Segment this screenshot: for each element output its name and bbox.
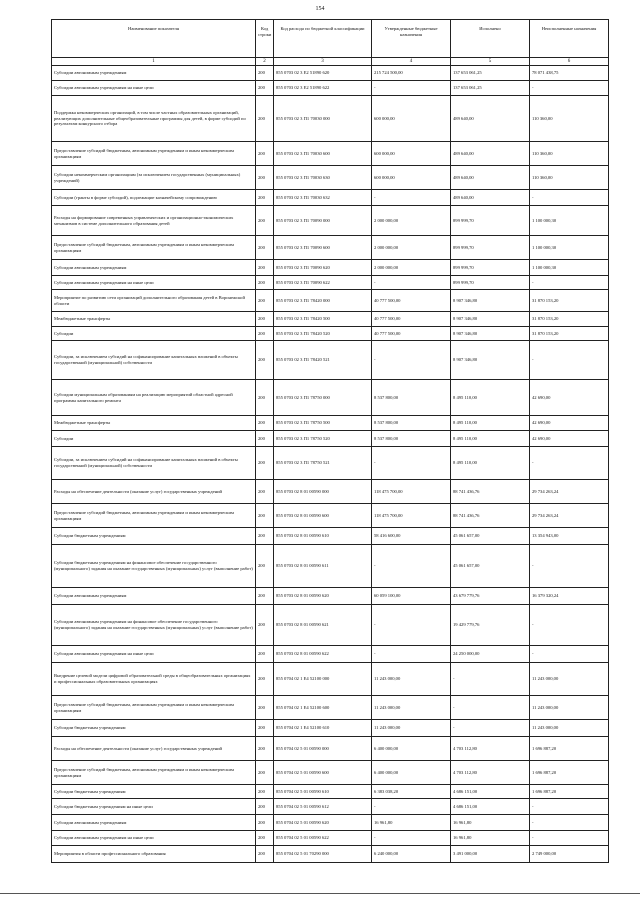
row-code: 200 — [256, 846, 274, 863]
table-row — [52, 276, 609, 290]
row-unexecuted-amount: 29 734 263,24 — [530, 504, 609, 528]
row-classification-code: 855 0704 02 1 E4 52100 600 — [274, 696, 372, 720]
row-unexecuted-amount: 11 243 000,00 — [530, 663, 609, 696]
row-name: Внедрение целевой модели цифровой образовательной среды в общеобразовательных организациях и профессиональных образовательных организациях — [52, 663, 256, 696]
row-name: Субсидии, за исключением субсидий на софинансирование капитальных вложений в объекты государственной (муниципальной) собственности — [52, 341, 256, 380]
row-approved-amount: - — [372, 831, 451, 846]
table-row — [52, 260, 609, 276]
table-row — [52, 504, 609, 528]
row-name: Предоставление субсидий бюджетным, автономным учреждениям и иным некоммерческим организациям — [52, 696, 256, 720]
row-unexecuted-amount: 2 749 000,00 — [530, 846, 609, 863]
table-row — [52, 737, 609, 761]
row-approved-amount: - — [372, 276, 451, 290]
row-executed-amount: 8 495 110,00 — [451, 431, 530, 447]
row-classification-code: 855 0703 02 3 П1 70090 622 — [274, 276, 372, 290]
row-unexecuted-amount: 1 696 887,20 — [530, 737, 609, 761]
row-executed-amount: 8 495 110,00 — [451, 380, 530, 416]
row-unexecuted-amount: - — [530, 190, 609, 206]
row-approved-amount: 8 537 800,00 — [372, 431, 451, 447]
row-name: Субсидии автономным учреждениям на финансовое обеспечение государственного (муниципального) задания на оказание государственных (муниципальных) услуг (выполнение работ) — [52, 605, 256, 646]
row-unexecuted-amount: 110 360,00 — [530, 166, 609, 190]
column-header-executed: Исполнено — [451, 20, 530, 58]
row-unexecuted-amount: 110 360,00 — [530, 142, 609, 166]
row-classification-code: 855 0703 02 3 П1 70090 600 — [274, 236, 372, 260]
column-header-classification: Код расхода по бюджетной классификации — [274, 20, 372, 58]
table-row — [52, 81, 609, 96]
row-unexecuted-amount: 42 690,00 — [530, 431, 609, 447]
row-executed-amount: - — [451, 663, 530, 696]
table-row — [52, 761, 609, 785]
row-unexecuted-amount: 13 354 943,00 — [530, 528, 609, 545]
row-code: 200 — [256, 588, 274, 605]
row-code: 200 — [256, 663, 274, 696]
row-code: 200 — [256, 737, 274, 761]
page-bottom-rule — [0, 893, 640, 894]
row-name: Субсидии автономным учреждениям — [52, 588, 256, 605]
row-classification-code: 855 0703 02 3 E2 51890 622 — [274, 81, 372, 96]
row-name: Субсидии — [52, 327, 256, 341]
row-executed-amount: 489 640,00 — [451, 142, 530, 166]
table-row — [52, 646, 609, 663]
row-approved-amount: - — [372, 341, 451, 380]
row-executed-amount: 137 653 061,25 — [451, 66, 530, 81]
row-approved-amount: 11 243 000,00 — [372, 720, 451, 737]
row-classification-code: 855 0704 02 5 01 00590 610 — [274, 785, 372, 799]
row-executed-amount: 3 491 000,00 — [451, 846, 530, 863]
row-executed-amount: 489 640,00 — [451, 166, 530, 190]
row-name: Субсидии автономным учреждениям на иные цели — [52, 81, 256, 96]
row-unexecuted-amount: 42 690,00 — [530, 416, 609, 431]
row-code: 200 — [256, 190, 274, 206]
table-row — [52, 720, 609, 737]
row-approved-amount: 2 000 000,00 — [372, 206, 451, 236]
row-executed-amount: 8 495 110,00 — [451, 447, 530, 480]
row-name: Межбюджетные трансферты — [52, 312, 256, 327]
row-classification-code: 855 0703 02 8 01 00590 611 — [274, 545, 372, 588]
row-approved-amount: 215 724 500,00 — [372, 66, 451, 81]
budget-execution-table — [51, 19, 609, 863]
row-name: Субсидии муниципальным образованиям на реализацию мероприятий областной адресной программы капитального ремонта — [52, 380, 256, 416]
row-unexecuted-amount: - — [530, 447, 609, 480]
column-number: 5 — [451, 58, 530, 66]
row-name: Субсидии бюджетным учреждениям на иные цели — [52, 799, 256, 815]
column-number: 4 — [372, 58, 451, 66]
row-classification-code: 855 0704 02 5 01 00590 622 — [274, 831, 372, 846]
row-name: Субсидии автономным учреждениям на иные цели — [52, 646, 256, 663]
row-code: 200 — [256, 260, 274, 276]
row-name: Предоставление субсидий бюджетным, автономным учреждениям и иным некоммерческим организациям — [52, 504, 256, 528]
row-classification-code: 855 0703 02 8 01 00590 621 — [274, 605, 372, 646]
row-code: 200 — [256, 605, 274, 646]
row-approved-amount: 6 400 000,00 — [372, 737, 451, 761]
row-name: Поддержка некоммерческих организаций, в том числе частных образовательных организаций, реализующих дополнительные общеобразовательные программы для детей, в форме субсидий по результатам конкурсного отбора — [52, 96, 256, 142]
row-unexecuted-amount: 11 243 000,00 — [530, 696, 609, 720]
row-name: Субсидии (гранты в форме субсидий), подлежащие казначейскому сопровождению — [52, 190, 256, 206]
row-code: 200 — [256, 206, 274, 236]
row-unexecuted-amount: 1 100 000,30 — [530, 260, 609, 276]
row-classification-code: 855 0703 02 3 П1 78750 500 — [274, 416, 372, 431]
row-name: Субсидии автономным учреждениям — [52, 260, 256, 276]
row-approved-amount: 2 000 000,00 — [372, 260, 451, 276]
row-code: 200 — [256, 276, 274, 290]
row-executed-amount: 8 907 346,80 — [451, 290, 530, 312]
row-classification-code: 855 0703 02 3 П1 70030 600 — [274, 142, 372, 166]
table-row — [52, 206, 609, 236]
row-classification-code: 855 0704 02 5 01 00590 600 — [274, 761, 372, 785]
row-classification-code: 855 0703 02 8 01 00590 610 — [274, 528, 372, 545]
row-classification-code: 855 0703 02 8 01 00590 000 — [274, 480, 372, 504]
column-number-row — [52, 58, 609, 66]
row-name: Субсидии бюджетным учреждениям — [52, 785, 256, 799]
table-row — [52, 831, 609, 846]
table-row — [52, 142, 609, 166]
row-name: Предоставление субсидий бюджетным, автономным учреждениям и иным некоммерческим организациям — [52, 142, 256, 166]
table-row — [52, 846, 609, 863]
row-executed-amount: 489 640,00 — [451, 96, 530, 142]
column-number: 3 — [274, 58, 372, 66]
header-row — [52, 20, 609, 58]
row-classification-code: 855 0703 02 3 П1 70090 620 — [274, 260, 372, 276]
row-unexecuted-amount: 110 360,00 — [530, 96, 609, 142]
row-executed-amount: 16 961,80 — [451, 815, 530, 831]
row-code: 200 — [256, 720, 274, 737]
row-unexecuted-amount: 16 379 320,24 — [530, 588, 609, 605]
row-classification-code: 855 0703 02 3 П1 78420 521 — [274, 341, 372, 380]
row-code: 200 — [256, 696, 274, 720]
row-executed-amount: 899 999,70 — [451, 276, 530, 290]
row-unexecuted-amount: 31 870 153,20 — [530, 312, 609, 327]
row-approved-amount: 6 240 000,00 — [372, 846, 451, 863]
row-unexecuted-amount: 1 696 887,20 — [530, 785, 609, 799]
row-executed-amount: 4 703 112,80 — [451, 737, 530, 761]
row-code: 200 — [256, 447, 274, 480]
table-row — [52, 663, 609, 696]
row-name: Расходы на обеспечение деятельности (оказание услуг) государственных учреждений — [52, 737, 256, 761]
row-name: Предоставление субсидий бюджетным, автономным учреждениям и иным некоммерческим организациям — [52, 236, 256, 260]
row-executed-amount: 8 907 346,80 — [451, 312, 530, 327]
row-executed-amount: 899 999,70 — [451, 236, 530, 260]
row-classification-code: 855 0703 02 3 П1 70030 000 — [274, 96, 372, 142]
row-executed-amount: 24 250 000,00 — [451, 646, 530, 663]
row-classification-code: 855 0703 02 3 П1 78750 521 — [274, 447, 372, 480]
row-code: 200 — [256, 66, 274, 81]
row-unexecuted-amount: - — [530, 545, 609, 588]
row-executed-amount: 88 741 436,76 — [451, 480, 530, 504]
row-executed-amount: 4 686 151,00 — [451, 799, 530, 815]
row-executed-amount: 899 999,70 — [451, 260, 530, 276]
row-code: 200 — [256, 380, 274, 416]
table-row — [52, 588, 609, 605]
row-approved-amount: 11 243 000,00 — [372, 696, 451, 720]
row-classification-code: 855 0703 02 3 П1 70090 000 — [274, 206, 372, 236]
row-classification-code: 855 0703 02 3 П1 78750 000 — [274, 380, 372, 416]
row-classification-code: 855 0703 02 8 01 00590 620 — [274, 588, 372, 605]
row-name: Мероприятие по развитию сети организаций дополнительного образования детей в Воронежской области — [52, 290, 256, 312]
table-row — [52, 380, 609, 416]
row-classification-code: 855 0703 02 3 П1 70030 630 — [274, 166, 372, 190]
row-unexecuted-amount: 1 696 887,20 — [530, 761, 609, 785]
row-approved-amount: 8 537 800,00 — [372, 380, 451, 416]
row-unexecuted-amount: - — [530, 605, 609, 646]
row-classification-code: 855 0703 02 8 01 00590 600 — [274, 504, 372, 528]
row-code: 200 — [256, 81, 274, 96]
row-code: 200 — [256, 290, 274, 312]
row-classification-code: 855 0704 02 5 01 00590 612 — [274, 799, 372, 815]
row-unexecuted-amount: 29 734 263,24 — [530, 480, 609, 504]
row-name: Расходы на обеспечение деятельности (оказание услуг) государственных учреждений — [52, 480, 256, 504]
row-code: 200 — [256, 341, 274, 380]
row-executed-amount: - — [451, 696, 530, 720]
row-unexecuted-amount: - — [530, 276, 609, 290]
row-approved-amount: 600 000,00 — [372, 142, 451, 166]
row-approved-amount: - — [372, 190, 451, 206]
table-row — [52, 815, 609, 831]
row-executed-amount: 137 653 061,25 — [451, 81, 530, 96]
column-header-unexecuted: Неисполненные назначения — [530, 20, 609, 58]
table-row — [52, 799, 609, 815]
column-header-approved: Утвержденные бюджетные назначения — [372, 20, 451, 58]
column-number: 2 — [256, 58, 274, 66]
row-classification-code: 855 0704 02 1 E4 52100 610 — [274, 720, 372, 737]
row-code: 200 — [256, 646, 274, 663]
row-executed-amount: 43 679 779,76 — [451, 588, 530, 605]
row-unexecuted-amount: 31 870 153,20 — [530, 290, 609, 312]
row-classification-code: 855 0704 02 5 01 70290 000 — [274, 846, 372, 863]
row-name: Субсидии бюджетным учреждениям на финансовое обеспечение государственного (муниципального) задания на оказание государственных (муниципальных) услуг (выполнение работ) — [52, 545, 256, 588]
row-unexecuted-amount: 1 100 000,30 — [530, 206, 609, 236]
table-row — [52, 166, 609, 190]
row-code: 200 — [256, 785, 274, 799]
table-body — [52, 66, 609, 863]
row-code: 200 — [256, 327, 274, 341]
row-code: 200 — [256, 142, 274, 166]
row-classification-code: 855 0704 02 1 E4 52100 000 — [274, 663, 372, 696]
page-number: 154 — [315, 6, 325, 12]
row-code: 200 — [256, 761, 274, 785]
row-name: Субсидии автономным учреждениям — [52, 815, 256, 831]
row-approved-amount: 600 000,00 — [372, 96, 451, 142]
row-unexecuted-amount: 78 071 438,75 — [530, 66, 609, 81]
row-executed-amount: 88 741 436,76 — [451, 504, 530, 528]
row-name: Субсидии некоммерческим организациям (за исключением государственных (муниципальных) учреждений) — [52, 166, 256, 190]
row-executed-amount: 45 061 657,00 — [451, 528, 530, 545]
row-name: Субсидии — [52, 431, 256, 447]
row-code: 200 — [256, 236, 274, 260]
row-unexecuted-amount: - — [530, 341, 609, 380]
table-row — [52, 236, 609, 260]
row-approved-amount: 58 416 600,00 — [372, 528, 451, 545]
row-approved-amount: 2 000 000,00 — [372, 236, 451, 260]
row-approved-amount: 60 059 100,00 — [372, 588, 451, 605]
row-approved-amount: - — [372, 81, 451, 96]
row-classification-code: 855 0703 02 3 П1 78420 500 — [274, 312, 372, 327]
row-code: 200 — [256, 528, 274, 545]
row-unexecuted-amount: - — [530, 646, 609, 663]
table-row — [52, 431, 609, 447]
row-executed-amount: 4 703 112,80 — [451, 761, 530, 785]
row-classification-code: 855 0703 02 3 E2 51890 620 — [274, 66, 372, 81]
table-row — [52, 190, 609, 206]
row-name: Межбюджетные трансферты — [52, 416, 256, 431]
row-name: Расходы на формирование современных управленческих и организационно-экономических механизмов в системе дополнительного образования детей — [52, 206, 256, 236]
table-row — [52, 528, 609, 545]
row-code: 200 — [256, 545, 274, 588]
row-executed-amount: 4 686 151,00 — [451, 785, 530, 799]
row-approved-amount: 8 537 800,00 — [372, 416, 451, 431]
row-unexecuted-amount: - — [530, 815, 609, 831]
table-row — [52, 290, 609, 312]
row-approved-amount: 40 777 500,00 — [372, 290, 451, 312]
row-code: 200 — [256, 799, 274, 815]
column-number: 1 — [52, 58, 256, 66]
row-executed-amount: 8 907 346,80 — [451, 327, 530, 341]
row-code: 200 — [256, 480, 274, 504]
row-approved-amount: - — [372, 646, 451, 663]
row-code: 200 — [256, 166, 274, 190]
row-approved-amount: 11 243 000,00 — [372, 663, 451, 696]
row-approved-amount: 40 777 500,00 — [372, 327, 451, 341]
row-name: Субсидии бюджетным учреждениям — [52, 528, 256, 545]
row-classification-code: 855 0703 02 3 П1 78750 520 — [274, 431, 372, 447]
row-approved-amount: - — [372, 545, 451, 588]
row-approved-amount: 118 475 700,00 — [372, 480, 451, 504]
row-name: Субсидии автономным учреждениям — [52, 66, 256, 81]
row-code: 200 — [256, 416, 274, 431]
row-classification-code: 855 0703 02 8 01 00590 622 — [274, 646, 372, 663]
row-executed-amount: - — [451, 720, 530, 737]
column-header-name: Наименование показателя — [52, 20, 256, 58]
row-approved-amount: 16 961,80 — [372, 815, 451, 831]
row-code: 200 — [256, 312, 274, 327]
row-name: Субсидии, за исключением субсидий на софинансирование капитальных вложений в объекты государственной (муниципальной) собственности — [52, 447, 256, 480]
row-approved-amount: - — [372, 447, 451, 480]
row-name: Мероприятия в области профессионального образования — [52, 846, 256, 863]
row-name: Предоставление субсидий бюджетным, автономным учреждениям и иным некоммерческим организациям — [52, 761, 256, 785]
row-code: 200 — [256, 96, 274, 142]
row-code: 200 — [256, 504, 274, 528]
table-row — [52, 312, 609, 327]
row-executed-amount: 19 429 779,76 — [451, 605, 530, 646]
row-unexecuted-amount: - — [530, 799, 609, 815]
row-unexecuted-amount: - — [530, 81, 609, 96]
row-unexecuted-amount: - — [530, 831, 609, 846]
row-executed-amount: 489 640,00 — [451, 190, 530, 206]
row-classification-code: 855 0703 02 3 П1 70030 632 — [274, 190, 372, 206]
table-row — [52, 96, 609, 142]
row-executed-amount: 899 999,70 — [451, 206, 530, 236]
row-approved-amount: - — [372, 799, 451, 815]
table-row — [52, 447, 609, 480]
table-row — [52, 605, 609, 646]
row-classification-code: 855 0703 02 3 П1 78420 000 — [274, 290, 372, 312]
table-row — [52, 545, 609, 588]
row-unexecuted-amount: 11 243 000,00 — [530, 720, 609, 737]
row-executed-amount: 8 907 346,80 — [451, 341, 530, 380]
row-code: 200 — [256, 831, 274, 846]
row-approved-amount: - — [372, 605, 451, 646]
row-approved-amount: 118 475 700,00 — [372, 504, 451, 528]
row-unexecuted-amount: 42 690,00 — [530, 380, 609, 416]
column-header-code: Код строки — [256, 20, 274, 58]
row-classification-code: 855 0703 02 3 П1 78420 520 — [274, 327, 372, 341]
row-executed-amount: 8 495 110,00 — [451, 416, 530, 431]
row-approved-amount: 6 400 000,00 — [372, 761, 451, 785]
row-executed-amount: 45 061 657,00 — [451, 545, 530, 588]
row-approved-amount: 600 000,00 — [372, 166, 451, 190]
row-unexecuted-amount: 31 870 153,20 — [530, 327, 609, 341]
table-row — [52, 341, 609, 380]
table-row — [52, 785, 609, 799]
row-name: Субсидии бюджетным учреждениям — [52, 720, 256, 737]
row-classification-code: 855 0704 02 5 01 00590 000 — [274, 737, 372, 761]
row-approved-amount: 6 383 038,20 — [372, 785, 451, 799]
row-code: 200 — [256, 815, 274, 831]
row-name: Субсидии автономным учреждениям на иные цели — [52, 276, 256, 290]
table-row — [52, 66, 609, 81]
row-classification-code: 855 0704 02 5 01 00590 620 — [274, 815, 372, 831]
row-unexecuted-amount: 1 100 000,30 — [530, 236, 609, 260]
table-row — [52, 327, 609, 341]
table-row — [52, 480, 609, 504]
table-row — [52, 416, 609, 431]
row-executed-amount: 16 961,80 — [451, 831, 530, 846]
row-name: Субсидии автономным учреждениям на иные цели — [52, 831, 256, 846]
column-number: 6 — [530, 58, 609, 66]
table-row — [52, 696, 609, 720]
row-approved-amount: 40 777 500,00 — [372, 312, 451, 327]
row-code: 200 — [256, 431, 274, 447]
